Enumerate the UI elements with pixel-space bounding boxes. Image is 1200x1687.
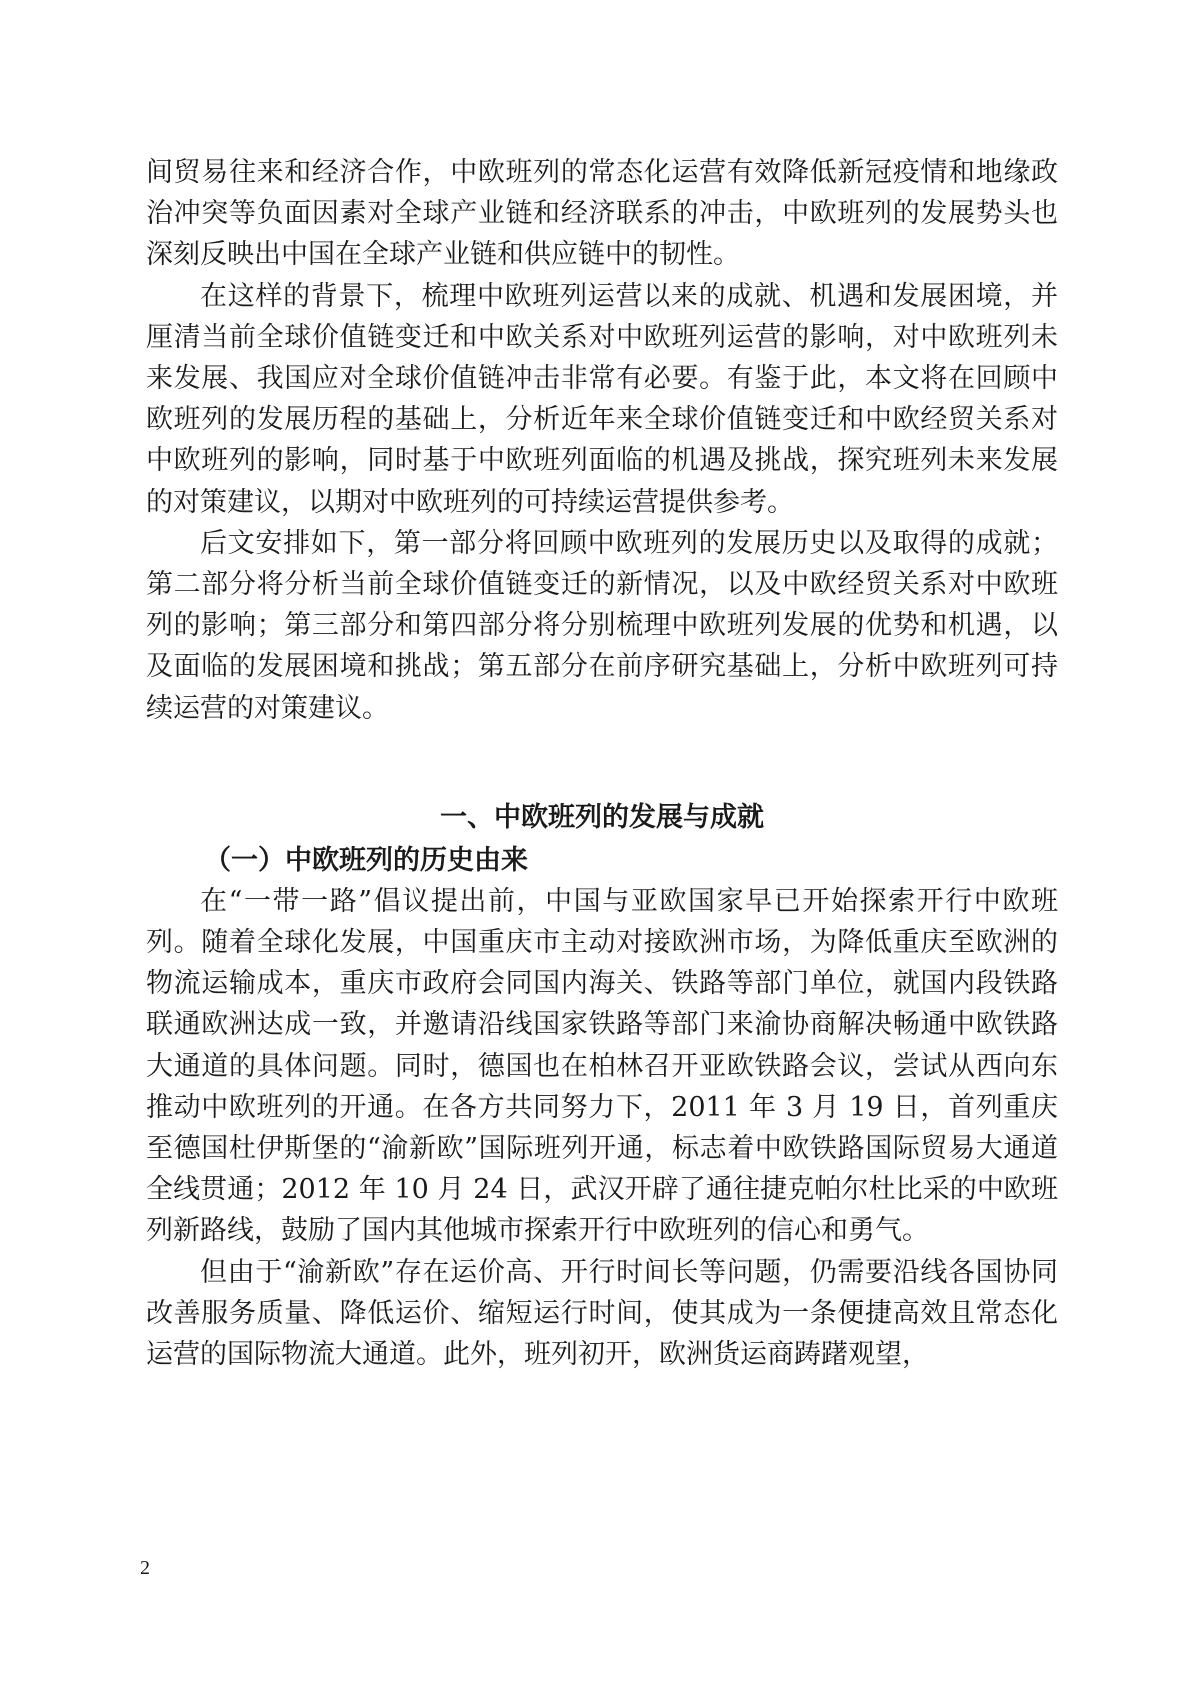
page-body bbox=[146, 152, 1058, 1375]
paragraph-5: 但由于“渝新欧”存在运价高、开行时间长等问题，仍需要沿线各国协同改善服务质量、降低运价、缩短运行时间，使其成为一条便捷高效且常态化运营的国际物流大通道。此外，班列初开，欧洲货运商踌躇观望， bbox=[146, 1256, 1058, 1371]
paragraph-1: 间贸易往来和经济合作，中欧班列的常态化运营有效降低新冠疫情和地缘政治冲突等负面因素对全球产业链和经济联系的冲击，中欧班列的发展势头也深刻反映出中国在全球产业链和供应链中的韧性。 bbox=[146, 157, 1058, 271]
subsection-heading: （一）中欧班列的历史由来 bbox=[204, 844, 528, 876]
section-heading: 一、中欧班列的发展与成就 bbox=[440, 801, 764, 833]
page-number: 2 bbox=[140, 1557, 150, 1579]
paragraph-3: 后文安排如下，第一部分将回顾中欧班列的发展历史以及取得的成就；第二部分将分析当前全球价值链变迁的新情况，以及中欧经贸关系对中欧班列的影响；第三部分和第四部分将分别梳理中欧班列发展的优势和机遇，以及面临的发展困境和挑战；第五部分在前序研究基础上，分析中欧班列可持续运营的对策建议。 bbox=[146, 527, 1058, 724]
paragraph-4: 在“一带一路”倡议提出前，中国与亚欧国家早已开始探索开行中欧班列。随着全球化发展，中国重庆市主动对接欧洲市场，为降低重庆至欧洲的物流运输成本，重庆市政府会同国内海关、铁路等部门单位，就国内段铁路联通欧洲达成一致，并邀请沿线国家铁路等部门来渝协商解决畅通中欧铁路大通道的具体问题。同时，德国也在柏林召开亚欧铁路会议，尝试从西向东推动中欧班列的开通。在各方共同努力下，2011 年 3 月 19 日，首列重庆至德国杜伊斯堡的“渝新欧”国际班列开通，标志着中欧铁路国际贸易大通道全线贯通；2012 年 10 月 24 日，武汉开辟了通往捷克帕尔杜比采的中欧班列新路线，鼓励了国内其他城市探索开行中欧班列的信心和勇气。 bbox=[146, 885, 1058, 1247]
paragraph-2: 在这样的背景下，梳理中欧班列运营以来的成就、机遇和发展困境，并厘清当前全球价值链变迁和中欧关系对中欧班列运营的影响，对中欧班列未来发展、我国应对全球价值链冲击非常有必要。有鉴于此，本文将在回顾中欧班列的发展历程的基础上，分析近年来全球价值链变迁和中欧经贸关系对中欧班列的影响，同时基于中欧班列面临的机遇及挑战，探究班列未来发展的对策建议，以期对中欧班列的可持续运营提供参考。 bbox=[146, 280, 1058, 518]
